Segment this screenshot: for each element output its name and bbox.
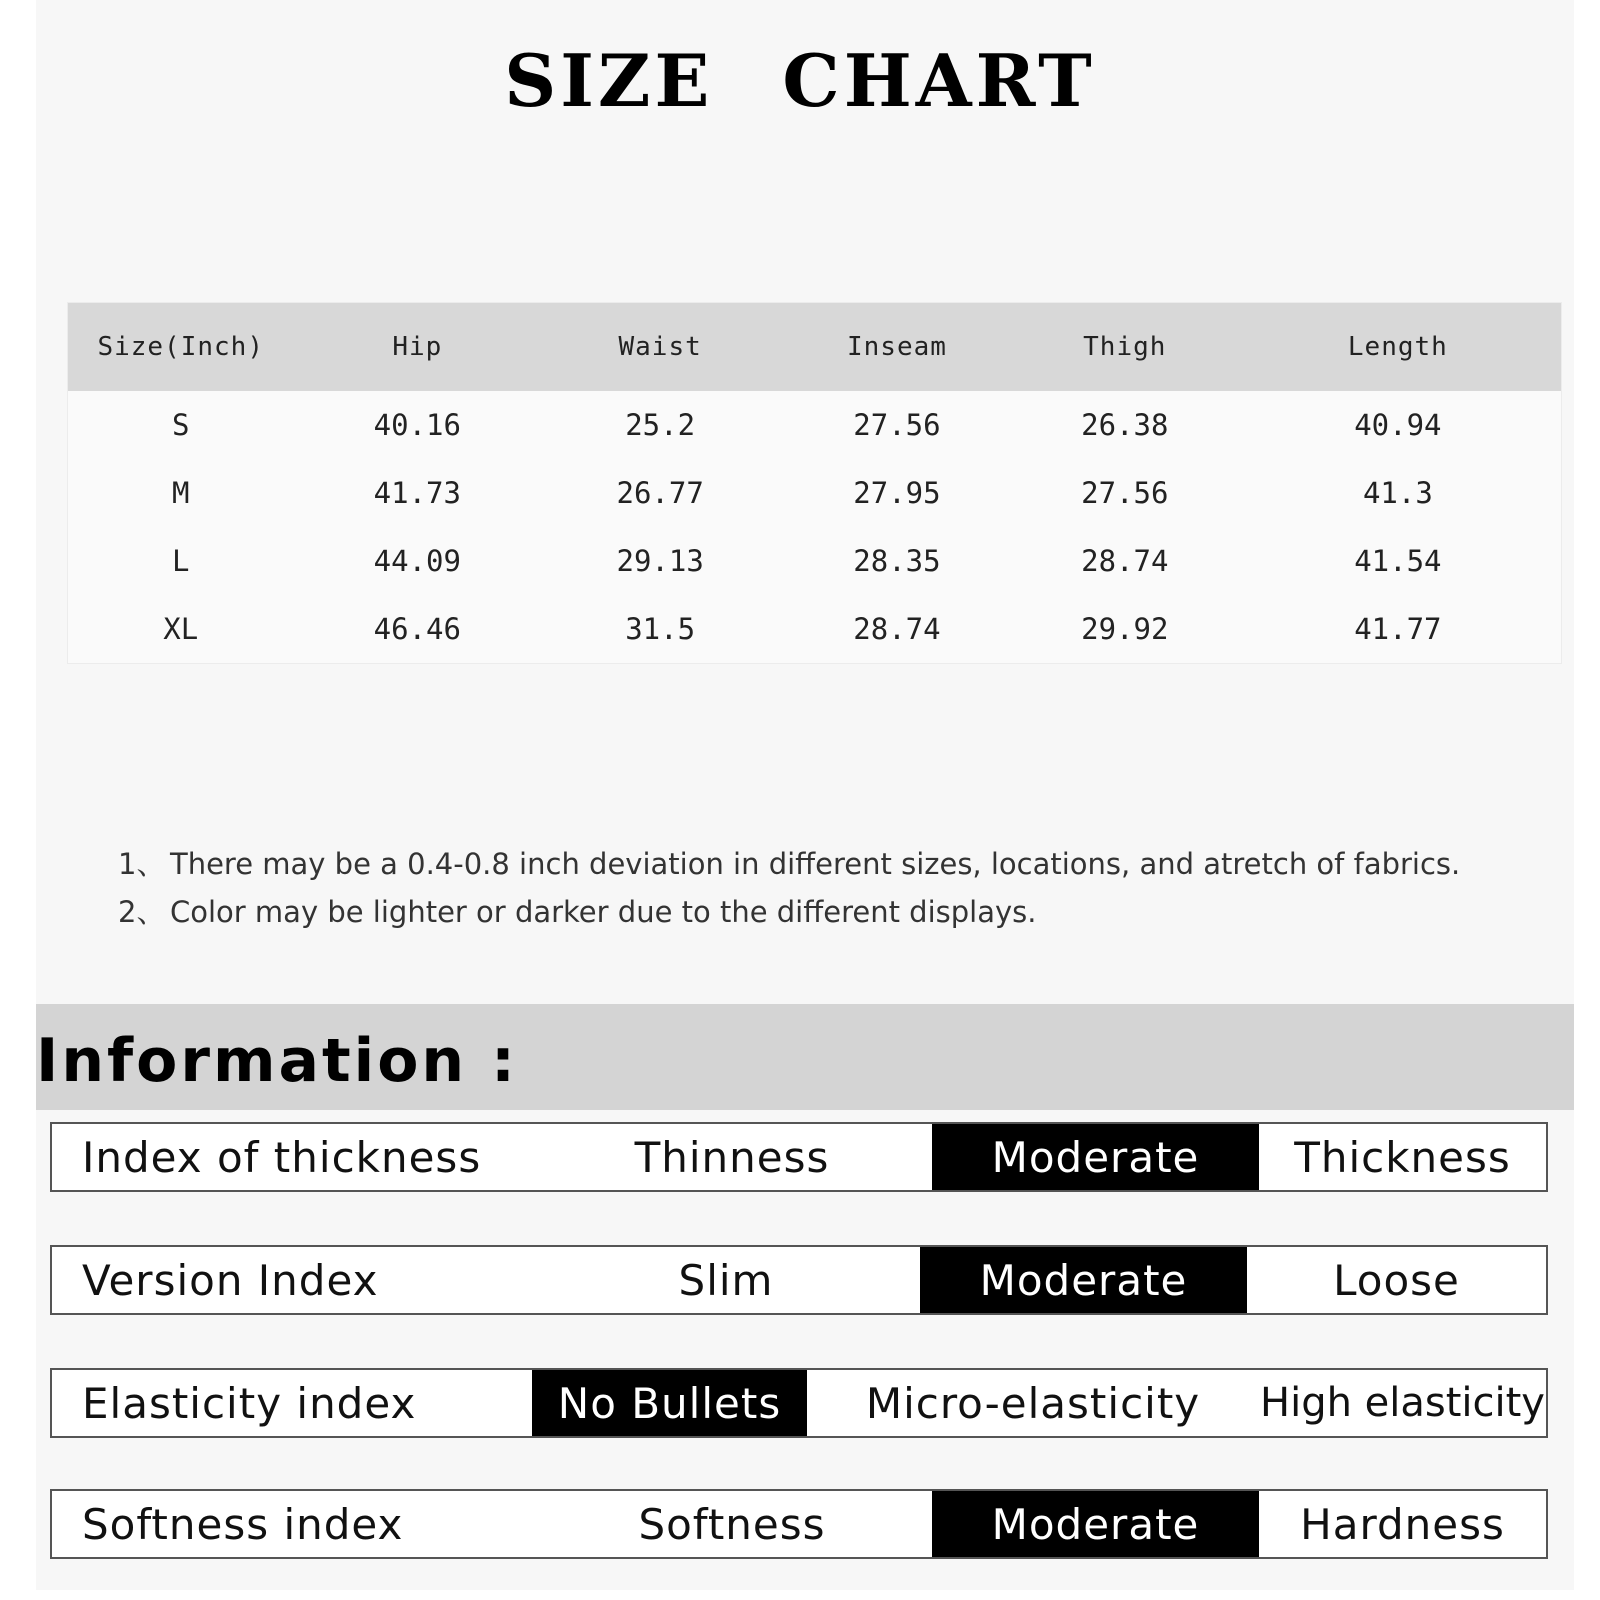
index-option: Micro-elasticity: [865, 1378, 1201, 1428]
note-text: Color may be lighter or darker due to the different displays.: [170, 895, 1037, 929]
index-label: Version Index: [82, 1255, 379, 1305]
table-cell: 28.35: [853, 544, 941, 578]
note-text: There may be a 0.4-0.8 inch deviation in different sizes, locations, and atretch of fabrics.: [170, 847, 1461, 881]
table-cell: 27.56: [853, 408, 941, 442]
table-header-row: [68, 303, 1562, 392]
index-option: Hardness: [1300, 1499, 1505, 1549]
column-header-hip: Hip: [293, 303, 541, 392]
thickness-index-row: [50, 1122, 1548, 1192]
table-cell: 40.16: [373, 408, 461, 442]
index-option: Softness: [638, 1499, 826, 1549]
table-cell: 40.94: [1354, 408, 1442, 442]
note-item: [118, 840, 1460, 888]
table-row: [68, 527, 1562, 595]
index-option-selected: Moderate: [932, 1124, 1259, 1190]
index-label: Elasticity index: [82, 1378, 417, 1428]
index-label: Index of thickness: [82, 1132, 482, 1182]
index-option: Slim: [678, 1255, 774, 1305]
page-title: SIZE CHART: [504, 38, 1096, 123]
index-option-selected: Moderate: [920, 1247, 1247, 1313]
elasticity-index-row: [50, 1368, 1548, 1438]
table-row: [68, 459, 1562, 527]
notes-list: [118, 840, 1460, 936]
table-cell: 26.38: [1081, 408, 1169, 442]
table-cell: S: [171, 408, 190, 442]
table-row: [68, 391, 1562, 459]
index-option: High elasticity: [1260, 1380, 1545, 1426]
note-number: 2、: [118, 895, 166, 929]
version-index-row: [50, 1245, 1548, 1315]
table-cell: 28.74: [853, 612, 941, 646]
column-header-thigh: Thigh: [1015, 303, 1235, 392]
index-option-selected: Moderate: [932, 1491, 1259, 1557]
table-cell: 27.56: [1081, 476, 1169, 510]
note-number: 1、: [118, 847, 166, 881]
index-option: Thinness: [634, 1132, 830, 1182]
column-header-waist: Waist: [541, 303, 779, 392]
softness-index-row: [50, 1489, 1548, 1559]
table-row: [68, 595, 1562, 664]
table-cell: 27.95: [853, 476, 941, 510]
index-option-selected: No Bullets: [532, 1370, 807, 1436]
table-cell: L: [171, 544, 190, 578]
table-cell: 29.92: [1081, 612, 1169, 646]
table-cell: 41.73: [373, 476, 461, 510]
index-label: Softness index: [82, 1499, 404, 1549]
table-cell: 41.3: [1362, 476, 1433, 510]
column-header-size: Size(Inch): [68, 303, 294, 392]
index-option: Thickness: [1294, 1132, 1511, 1182]
information-heading: Information :: [36, 1026, 519, 1096]
table-cell: 25.2: [625, 408, 696, 442]
note-item: [118, 888, 1460, 936]
table-cell: 41.54: [1354, 544, 1442, 578]
table-cell: 28.74: [1081, 544, 1169, 578]
page-background: [36, 0, 1574, 1590]
table-cell: 29.13: [616, 544, 704, 578]
table-cell: 26.77: [616, 476, 704, 510]
table-cell: XL: [163, 612, 199, 646]
table-cell: 46.46: [373, 612, 461, 646]
size-chart-table: [67, 302, 1562, 664]
column-header-inseam: Inseam: [779, 303, 1015, 392]
column-header-length: Length: [1235, 303, 1562, 392]
table-cell: 31.5: [625, 612, 696, 646]
index-option: Loose: [1333, 1255, 1460, 1305]
table-cell: M: [171, 476, 190, 510]
table-cell: 44.09: [373, 544, 461, 578]
table-cell: 41.77: [1354, 612, 1442, 646]
